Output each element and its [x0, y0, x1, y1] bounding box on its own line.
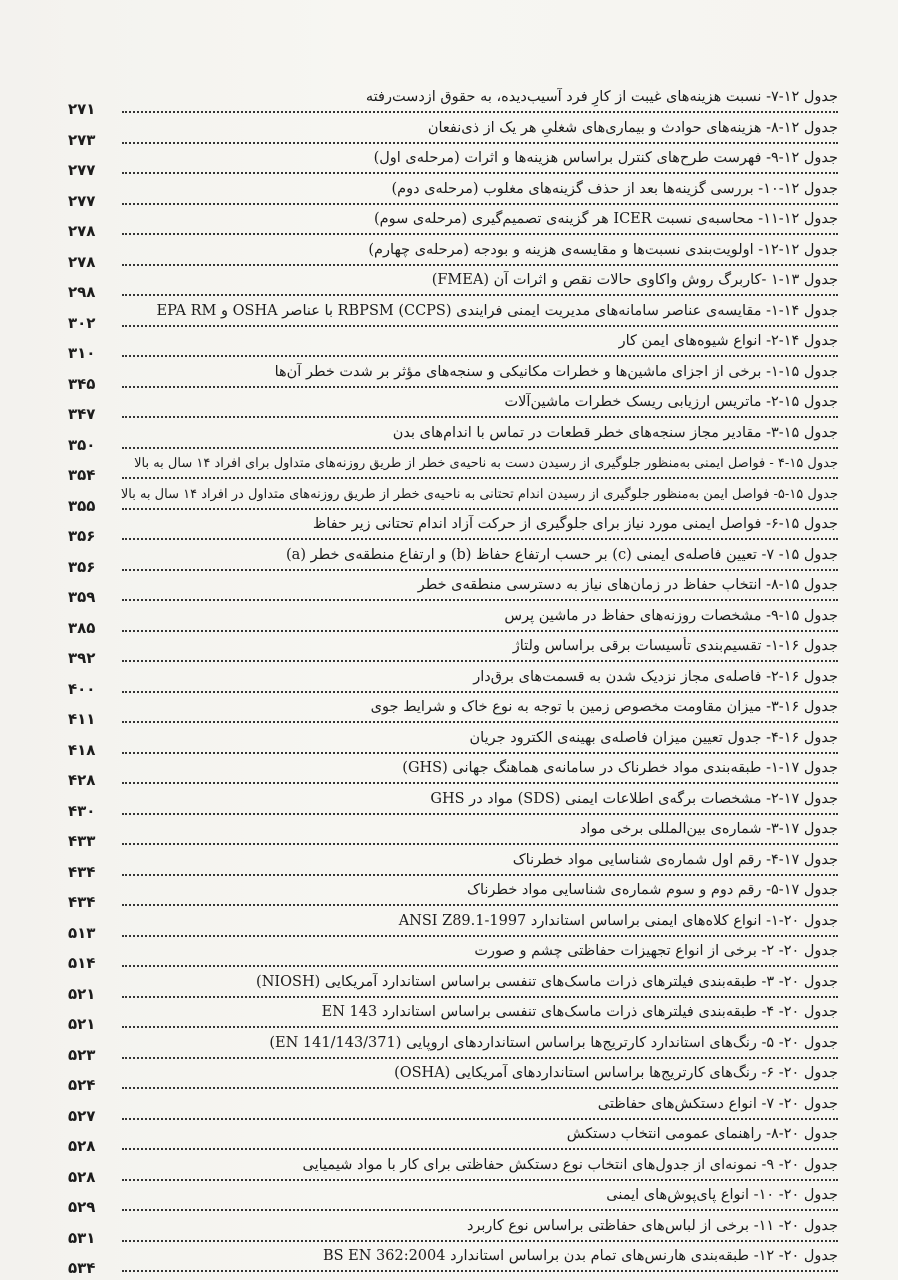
toc-entry — [68, 607, 838, 638]
toc-entry-leader — [68, 1198, 838, 1216]
toc-entry — [68, 1034, 838, 1065]
dot-leader — [122, 691, 838, 693]
toc-entry-leader — [68, 313, 838, 332]
toc-entry-leader — [68, 161, 838, 179]
dot-leader — [122, 416, 838, 418]
toc-entry-title: جدول ۱۷-۴- رقم اول شماره‌ی شناسایی مواد خطرناک — [512, 851, 838, 868]
dot-leader — [122, 508, 838, 510]
toc-entry-title: جدول ۲۰- ۵- رنگ‌های استاندارد کارتریج‌ها براساس استانداردهای اروپایی (EN 141/143/371) — [269, 1034, 838, 1051]
toc-entry-title: جدول ۱۵-۸- انتخاب حفاظ در زمان‌های نیاز به دسترسی منطقه‌ی خطر — [417, 577, 838, 593]
toc-entry-leader — [68, 496, 838, 515]
toc-entry-page: ۳۰۲ — [68, 313, 96, 332]
toc-entry — [68, 88, 838, 119]
toc-entry-page: ۴۰۰ — [68, 679, 96, 698]
toc-entry-title: جدول ۱۵-۳- مقادیر مجاز سنجه‌های خطر قطعات در تماس با اندام‌های بدن — [392, 424, 838, 441]
toc-entry-title: جدول ۱۵-۴ - فواصل ایمنی به‌منظور جلوگیری از رسیدن دست به ناحیه‌ی خطر از طریق روزنه‌های متداول برای افراد ۱۴ سال به بالا — [134, 456, 838, 471]
toc-entry-leader — [68, 222, 838, 240]
toc-entry-page: ۵۲۴ — [68, 1076, 96, 1094]
toc-entry-leader — [68, 1015, 838, 1033]
toc-entry-leader — [68, 1167, 838, 1186]
toc-entry-page: ۲۹۸ — [68, 283, 96, 301]
dot-leader — [122, 874, 838, 876]
toc-entry — [68, 210, 838, 241]
toc-entry — [68, 1186, 838, 1217]
dot-leader — [122, 935, 838, 937]
toc-entry-title: جدول ۱۷-۳- شماره‌ی بین‌المللی برخی مواد — [579, 821, 838, 837]
toc-entry-page: ۲۷۱ — [68, 100, 96, 118]
toc-entry-page: ۵۲۹ — [68, 1198, 96, 1216]
table-of-contents — [68, 88, 838, 1278]
toc-entry-page: ۵۲۳ — [68, 1045, 96, 1064]
toc-entry-leader — [68, 100, 838, 118]
toc-entry — [68, 759, 838, 790]
toc-entry-page: ۳۴۷ — [68, 405, 96, 423]
toc-entry-page: ۵۲۱ — [68, 984, 96, 1003]
toc-entry-leader — [68, 1076, 838, 1094]
toc-entry — [68, 546, 838, 577]
dot-leader — [122, 477, 838, 479]
toc-entry-title: جدول ۱۲-۹- فهرست طرح‌های کنترل براساس هزینه‌ها و اثرات (مرحله‌ی اول) — [373, 150, 838, 166]
toc-entry — [68, 424, 838, 455]
toc-entry-page: ۲۷۸ — [68, 222, 96, 240]
toc-entry — [68, 332, 838, 363]
toc-entry-page: ۵۱۴ — [68, 954, 96, 972]
toc-entry-leader — [68, 557, 838, 576]
toc-entry-leader — [68, 1106, 838, 1125]
dot-leader — [122, 447, 838, 449]
toc-entry-page: ۳۱۰ — [68, 344, 96, 362]
toc-entry-page: ۳۵۹ — [68, 588, 96, 606]
toc-entry-page: ۳۵۵ — [68, 496, 96, 515]
toc-entry-leader — [68, 527, 838, 545]
dot-leader — [122, 813, 838, 815]
toc-entry-page: ۴۳۴ — [68, 893, 96, 911]
toc-entry — [68, 271, 838, 302]
toc-entry-title: جدول ۱۵-۶- فواصل ایمنی مورد نیاز برای جلوگیری از حرکت آزاد اندام تحتانی زیر حفاظ — [312, 516, 838, 532]
toc-entry — [68, 149, 838, 180]
toc-entry-title: جدول ۱۴-۱- مقایسه‌ی عناصر سامانه‌های مدیریت ایمنی فرایندی RBPSM (CCPS) با عناصر OSHA و EPA RM — [156, 302, 838, 319]
toc-entry-title: جدول ۲۰- ۱۱- برخی از لباس‌های حفاظتی براساس نوع کاربرد — [466, 1217, 838, 1234]
toc-entry-title: جدول ۲۰- ۳- طبقه‌بندی فیلترهای ذرات ماسک‌های تنفسی براساس استاندارد آمریکایی (NIOSH) — [256, 973, 838, 990]
toc-entry-leader — [68, 862, 838, 881]
toc-entry — [68, 119, 838, 150]
toc-entry-leader — [68, 984, 838, 1003]
toc-entry-page: ۳۵۴ — [68, 466, 96, 484]
toc-entry-title: جدول ۱۶-۲- فاصله‌ی مجاز نزدیک شدن به قسمت‌های برق‌دار — [473, 668, 838, 685]
toc-entry-page: ۵۳۴ — [68, 1259, 96, 1277]
toc-entry — [68, 637, 838, 668]
toc-entry-title: جدول ۱۵-۲- ماتریس ارزیابی ریسک خطرات ماشین‌آلات — [504, 394, 838, 410]
dot-leader — [122, 172, 838, 174]
toc-entry-leader — [68, 374, 838, 393]
toc-entry-leader — [68, 954, 838, 972]
toc-entry-title: جدول ۱۲-۸- هزینه‌های حوادث و بیماری‌های شغلیِ هر یک از ذی‌نفعان — [427, 119, 838, 136]
dot-leader — [122, 904, 838, 906]
toc-entry-title: جدول ۱۶-۳- میزان مقاومت مخصوص زمین با توجه به نوع خاک و شرایط جوی — [370, 699, 838, 715]
dot-leader — [122, 1209, 838, 1211]
dot-leader — [122, 142, 838, 144]
toc-entry-page: ۲۷۷ — [68, 191, 96, 210]
toc-entry-leader — [68, 588, 838, 606]
toc-entry — [68, 881, 838, 912]
toc-entry — [68, 393, 838, 424]
toc-entry-title: جدول ۱۲-۱۲- اولویت‌بندی نسبت‌ها و مقایسه‌ی هزینه و بودجه (مرحله‌ی چهارم) — [368, 241, 838, 258]
toc-entry — [68, 302, 838, 333]
toc-entry-leader — [68, 1228, 838, 1247]
toc-entry — [68, 698, 838, 729]
dot-leader — [122, 294, 838, 296]
toc-entry-leader — [68, 710, 838, 728]
dot-leader — [122, 111, 838, 113]
dot-leader — [122, 1148, 838, 1150]
toc-entry-title: جدول ۱۶-۴- جدول تعیین میزان فاصله‌ی بهینه‌ی الکترود جریان — [469, 729, 838, 746]
toc-entry — [68, 729, 838, 760]
dot-leader — [122, 355, 838, 357]
toc-entry-leader — [68, 801, 838, 820]
toc-entry — [68, 1095, 838, 1126]
toc-entry-page: ۲۷۳ — [68, 130, 96, 149]
toc-entry-page: ۴۳۴ — [68, 862, 96, 881]
dot-leader — [122, 264, 838, 266]
toc-entry-leader — [68, 618, 838, 637]
toc-entry-title: جدول ۲۰- ۱۰- انواع پای‌پوش‌های ایمنی — [606, 1187, 838, 1203]
toc-entry — [68, 942, 838, 973]
toc-entry — [68, 241, 838, 272]
toc-entry-leader — [68, 649, 838, 667]
toc-entry — [68, 485, 838, 516]
toc-entry — [68, 1156, 838, 1187]
toc-entry-title: جدول ۲۰- ۶- رنگ‌های کارتریج‌ها براساس استانداردهای آمریکایی (OSHA) — [394, 1065, 838, 1081]
toc-entry — [68, 515, 838, 546]
dot-leader — [122, 325, 838, 327]
toc-entry — [68, 790, 838, 821]
toc-entry-title: جدول ۱۷-۱- طبقه‌بندی مواد خطرناک در سامانه‌ی هماهنگ جهانی (GHS) — [402, 760, 838, 776]
toc-entry-page: ۳۸۵ — [68, 618, 96, 637]
toc-entry-page: ۵۲۸ — [68, 1137, 96, 1155]
toc-entry-leader — [68, 679, 838, 698]
toc-entry-page: ۴۳۳ — [68, 832, 96, 850]
dot-leader — [122, 965, 838, 967]
toc-entry-title: جدول ۱۲-۷- نسبت هزینه‌های غیبت از کارِ فرد آسیب‌دیده، به حقوق ازدست‌رفته — [365, 89, 838, 105]
dot-leader — [122, 1026, 838, 1028]
toc-entry-title: جدول ۲۰-۱- انواع کلاه‌های ایمنی براساس استاندارد ANSI Z89.1-1997 — [398, 912, 838, 929]
toc-entry-leader — [68, 893, 838, 911]
toc-entry-page: ۴۱۱ — [68, 710, 96, 728]
toc-entry-page: ۳۵۶ — [68, 527, 96, 545]
toc-entry-page: ۵۲۸ — [68, 1167, 96, 1186]
toc-entry-title: جدول ۱۷-۵- رقم دوم و سوم شماره‌ی شناسایی مواد خطرناک — [467, 882, 838, 898]
dot-leader — [122, 630, 838, 632]
toc-entry-title: جدول ۱۶-۱- تقسیم‌بندی تأسیسات برقی براساس ولتاژ — [512, 638, 838, 654]
toc-entry-title: جدول ۲۰- ۴- طبقه‌بندی فیلترهای ذرات ماسک‌های تنفسی براساس استاندارد EN 143 — [321, 1004, 838, 1020]
toc-entry-title: جدول ۱۵-۱- برخی از اجزای ماشین‌ها و خطرات مکانیکی و سنجه‌های مؤثر بر شدت خطر آن‌ها — [274, 363, 838, 380]
toc-entry — [68, 180, 838, 211]
toc-entry-page: ۲۷۸ — [68, 252, 96, 271]
toc-entry-title: جدول ۲۰- ۱۲- طبقه‌بندی هارنس‌های تمام بدن براساس استاندارد BS EN 362:2004 — [322, 1248, 838, 1264]
toc-entry-leader — [68, 435, 838, 454]
toc-entry-page: ۵۲۱ — [68, 1015, 96, 1033]
toc-entry-page: ۴۲۸ — [68, 771, 96, 789]
toc-entry-title: جدول ۱۵- ۷- تعیین فاصله‌ی ایمنی (c) بر حسب ارتفاع حفاظ (b) و ارتفاع منطقه‌ی خطر (a) — [285, 546, 838, 563]
toc-entry-leader — [68, 252, 838, 271]
dot-leader — [122, 660, 838, 662]
toc-entry-leader — [68, 191, 838, 210]
toc-entry-title: جدول ۲۰- ۹- نمونه‌ای از جدول‌های انتخاب نوع دستکش حفاظتی برای کار با مواد شیمیایی — [302, 1156, 838, 1173]
toc-entry-title: جدول ۱۲-۱۰- بررسی گزینه‌ها بعد از حذف گزینه‌های مغلوب (مرحله‌ی دوم) — [391, 180, 838, 197]
toc-entry — [68, 973, 838, 1004]
toc-entry — [68, 668, 838, 699]
toc-entry — [68, 1064, 838, 1095]
toc-entry-page: ۳۴۵ — [68, 374, 96, 393]
toc-entry — [68, 1003, 838, 1034]
toc-entry-title: جدول ۲۰- ۷- انواع دستکش‌های حفاظتی — [597, 1095, 838, 1112]
dot-leader — [122, 569, 838, 571]
toc-entry — [68, 851, 838, 882]
dot-leader — [122, 386, 838, 388]
toc-entry-page: ۳۵۰ — [68, 435, 96, 454]
dot-leader — [122, 538, 838, 540]
dot-leader — [122, 752, 838, 754]
dot-leader — [122, 1240, 838, 1242]
toc-entry — [68, 1217, 838, 1248]
toc-entry-page: ۴۱۸ — [68, 740, 96, 759]
toc-entry-page: ۴۳۰ — [68, 801, 96, 820]
toc-entry-leader — [68, 466, 838, 484]
dot-leader — [122, 1087, 838, 1089]
toc-entry — [68, 1247, 838, 1278]
toc-entry — [68, 820, 838, 851]
toc-entry-page: ۳۵۶ — [68, 557, 96, 576]
toc-entry-leader — [68, 130, 838, 149]
dot-leader — [122, 1118, 838, 1120]
toc-entry-page: ۵۲۷ — [68, 1106, 96, 1125]
dot-leader — [122, 721, 838, 723]
toc-entry-page: ۳۹۲ — [68, 649, 96, 667]
toc-entry-title: جدول ۱۷-۲- مشخصات برگه‌ی اطلاعات ایمنی (SDS) مواد در GHS — [430, 790, 838, 807]
toc-entry — [68, 576, 838, 607]
toc-entry-title: جدول ۱۵-۵- فواصل ایمن به‌منظور جلوگیری از رسیدن اندام تحتانی به ناحیه‌ی خطر از طریق روزنه‌های متداول در افراد ۱۴ سال به بالا — [120, 486, 838, 502]
dot-leader — [122, 1270, 838, 1272]
toc-entry-leader — [68, 1259, 838, 1277]
toc-entry-title: جدول ۲۰-۸- راهنمای عمومی انتخاب دستکش — [566, 1126, 838, 1142]
toc-entry — [68, 363, 838, 394]
toc-entry-leader — [68, 740, 838, 759]
toc-entry-leader — [68, 832, 838, 850]
toc-entry — [68, 454, 838, 485]
dot-leader — [122, 996, 838, 998]
dot-leader — [122, 599, 838, 601]
dot-leader — [122, 233, 838, 235]
toc-entry-title: جدول ۱۴-۲- انواع شیوه‌های ایمن کار — [618, 333, 838, 349]
toc-entry-leader — [68, 1137, 838, 1155]
toc-entry-leader — [68, 283, 838, 301]
toc-entry-title: جدول ۱۲-۱۱- محاسبه‌ی نسبت ICER هر گزینه‌ی تصمیم‌گیری (مرحله‌ی سوم) — [373, 211, 838, 227]
toc-entry-page: ۵۱۳ — [68, 923, 96, 942]
dot-leader — [122, 782, 838, 784]
dot-leader — [122, 203, 838, 205]
toc-entry-title: جدول ۲۰- ۲- برخی از انواع تجهیزات حفاظتی چشم و صورت — [474, 943, 838, 959]
toc-entry — [68, 1125, 838, 1156]
dot-leader — [122, 843, 838, 845]
toc-entry-leader — [68, 1045, 838, 1064]
toc-entry — [68, 912, 838, 943]
toc-entry-leader — [68, 344, 838, 362]
toc-entry-leader — [68, 923, 838, 942]
toc-entry-page: ۲۷۷ — [68, 161, 96, 179]
toc-entry-title: جدول ۱۳-۱ -کاربرگ روش واکاوی حالات نقص و اثرات آن (FMEA) — [431, 272, 838, 288]
toc-entry-page: ۵۳۱ — [68, 1228, 96, 1247]
toc-entry-leader — [68, 771, 838, 789]
dot-leader — [122, 1057, 838, 1059]
toc-entry-title: جدول ۱۵-۹- مشخصات روزنه‌های حفاظ در ماشین پرس — [504, 607, 838, 624]
dot-leader — [122, 1179, 838, 1181]
toc-entry-leader — [68, 405, 838, 423]
